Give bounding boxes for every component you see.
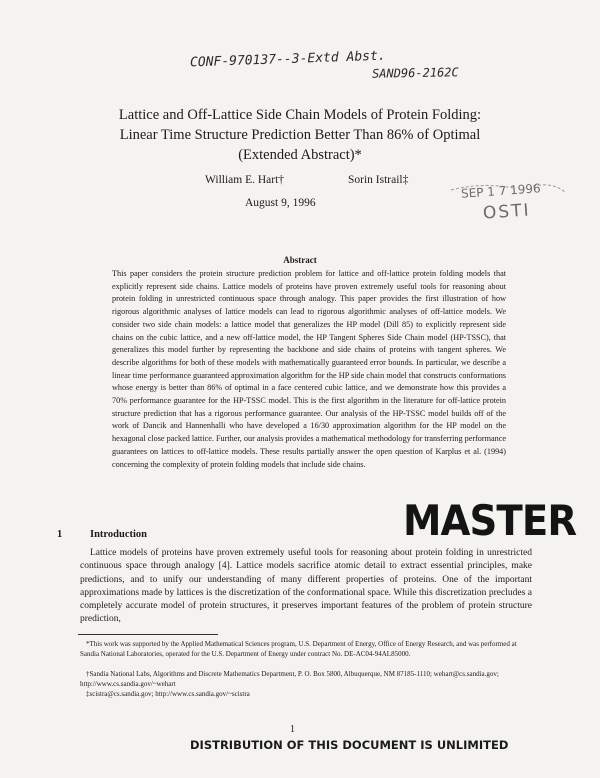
title-line-2: Linear Time Structure Prediction Better Than 86% of Optimal: [119, 127, 481, 143]
footnote-3: ‡scistra@cs.sandia.gov; http://www.cs.sandia.gov/~scistra: [86, 690, 250, 698]
handwritten-sand-number: SAND96-2162C: [371, 65, 459, 81]
author-1: William E. Hart†: [205, 174, 285, 186]
footnote-rule: [78, 634, 218, 635]
abstract-text: This paper considers the protein structure prediction problem for lattice and off-lattice protein folding models that explicitly represent side chains. Lattice models of proteins have proven extremely useful tools for reasoning about protein folding in unrestricted continuous space through analogy. This paper provides the first illustration of how rigorous algorithmic analyses of lattice models can lead to rigorous algorithmic analyses of off-lattice models. We consider two side chain models: a lattice model that generalizes the HP model (Dill 85) to explicitly represent side chains on the cubic lattice, and a new off-lattice model, the HP Tangent Spheres Side Chain model (HP-TSSC), that generalizes this model further by representing the backbone and side chains of proteins with tangent spheres. We describe algorithms for both of these models with mathematically guaranteed error bounds. In particular, we describe a linear time performance guaranteed approximation algorithm for the HP side chain model that constructs conformations whose energy is better than 86% of optimal in a face centered cubic lattice, and we demonstrate how this provides a 70% performance guarantee for the HP-TSSC model. This is the first algorithm in the literature for off-lattice protein structure prediction that has a rigorous performance guarantee. Our analysis of the HP-TSSC model builds off of the work of Dancik and Hannenhalli who have developed a 16/30 approximation algorithm for the HP model on the hexagonal close packed lattice. Further, our analysis provides a mathematical methodology for transferring performance guarantees on lattices to off-lattice models. These results partially answer the open question of Karplus et al. (1994) concerning the complexity of protein folding models that include side chains.: [112, 269, 506, 469]
paper-title: [40, 105, 560, 165]
abstract-heading: Abstract: [283, 255, 317, 265]
stamp-osti: OSTI: [482, 200, 532, 224]
section-title: Introduction: [90, 529, 147, 540]
paper-date: August 9, 1996: [245, 197, 316, 209]
page-number: 1: [290, 724, 295, 735]
title-line-1: Lattice and Off-Lattice Side Chain Models of Protein Folding:: [118, 107, 482, 123]
footnote-2: †Sandia National Labs, Algorithms and Discrete Mathematics Department, P. O. Box 5800, Albuquerque, NM 87185-1110; wehart@cs.sandia.gov; http://www.cs.sandia.gov/~wehart: [80, 670, 499, 688]
master-stamp: MASTER: [403, 496, 577, 545]
received-stamp: [443, 181, 568, 232]
stamp-date: SEP 1 7 1996: [460, 181, 542, 201]
section-number: 1: [57, 529, 63, 540]
footnote-1: *This work was supported by the Applied Mathematical Sciences program, U.S. Department of Energy, Office of Energy Research, and was performed at Sandia National Laboratories, operated for the U.S. Department of Energy under contract No. DE-AC04-94AL85000.: [80, 640, 517, 658]
author-2: Sorin Istrail‡: [348, 174, 409, 186]
introduction-paragraph: Lattice models of proteins have proven extremely useful tools for reasoning about protein folding in unrestricted continuous space through analogy [4]. Lattice models sacrifice atomic detail to extract essential principles, make predictions, and to unify our understanding of many different properties of proteins. One of the important approximations made by lattices is the discretization of the conformational space. While this discretization precludes a completely accurate model of protein structures, it preserves important features of the problem of protein structure prediction,: [80, 548, 532, 625]
handwritten-conf-number: CONF-970137--3-Extd Abst.: [189, 48, 386, 71]
title-line-3: (Extended Abstract)*: [238, 147, 362, 163]
distribution-stamp: DISTRIBUTION OF THIS DOCUMENT IS UNLIMITED: [190, 738, 509, 752]
